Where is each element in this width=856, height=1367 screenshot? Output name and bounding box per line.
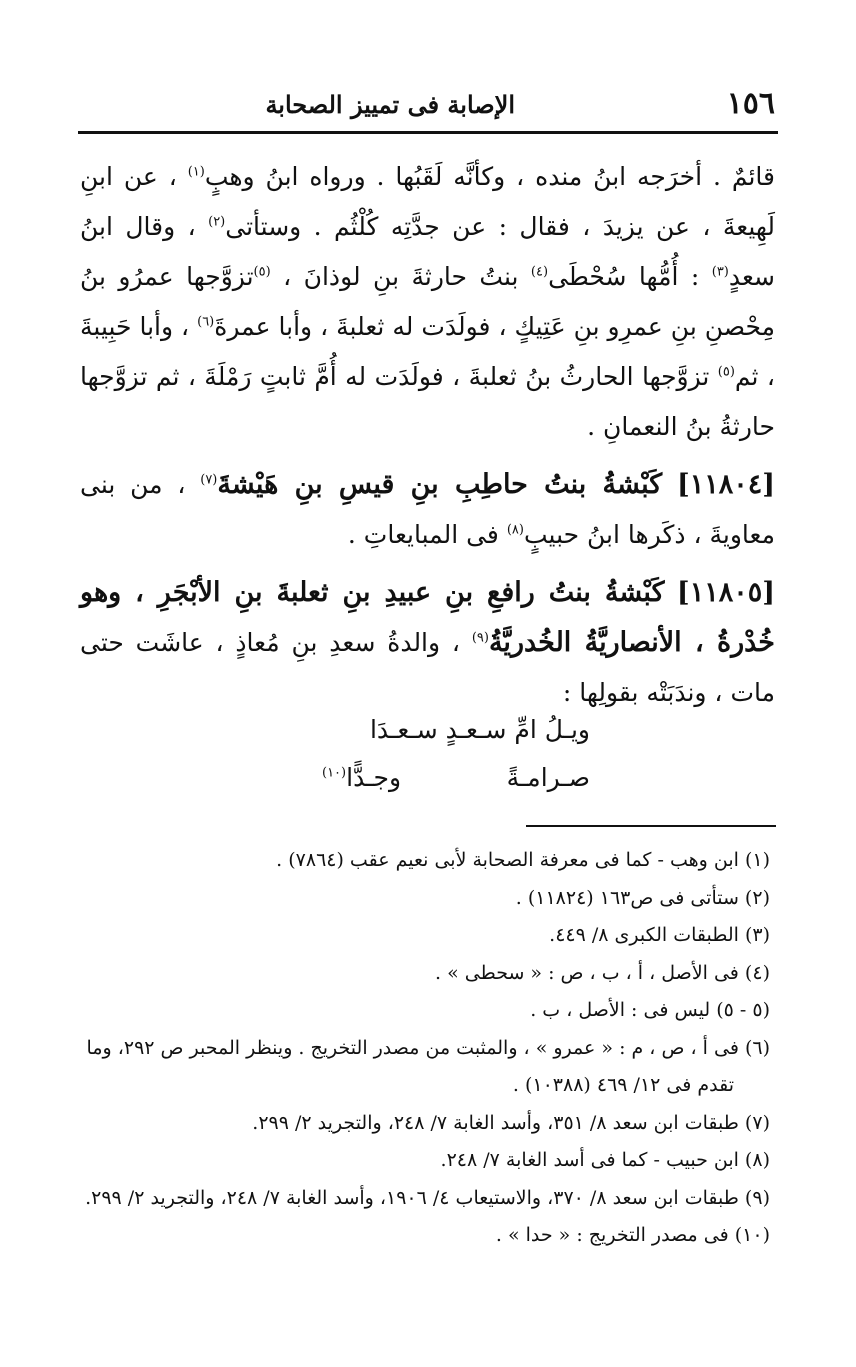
footnote: (١٠) فى مصدر التخريج : « حدا » . — [495, 1224, 770, 1246]
text-run: بنتُ حارثةَ بنِ لوذانَ ، — [270, 262, 531, 291]
poem-line-2 — [270, 763, 590, 811]
text-run: ، عن ابنِ لَهِيعةَ ، عن يزيدَ ، فقال : عن جدَّتِه كُلْثُم . وستأتى — [80, 162, 776, 241]
footnote-marker: (٦) — [197, 314, 215, 330]
poem-hemistich: صـرامـةً — [506, 763, 590, 792]
footnote: (٥ - ٥) ليس فى : الأصل ، ب . — [530, 999, 770, 1021]
page-header — [80, 84, 775, 128]
text-run: تزوَّجها الحارثُ بنُ ثعلبةَ ، فولَدَت له أُمَّ ثابتٍ رَمْلَةَ ، ثم تزوَّجها حارثةُ بنُ النعمانِ . — [80, 362, 775, 441]
text-run: ، وأبا حَبِيبةَ ، ثم — [80, 312, 775, 391]
footnote-continuation: تقدم فى ١٢/ ٤٦٩ (١٠٣٨٨) . — [512, 1074, 734, 1096]
entry-name: كَبْشةُ بنتُ حاطِبِ بنِ قيسِ بنِ هَيْشةَ — [217, 469, 663, 500]
entry-name: كَبْشةُ بنتُ رافعِ بنِ عبيدِ بنِ ثعلبةَ بنِ الأبْجَرِ ، وهو خُدْرةُ ، الأنصاريَّةُ الخُدريَّةُ — [80, 577, 775, 658]
footnote-separator — [526, 825, 776, 827]
footnote: (٨) ابن حبيب - كما فى أسد الغابة ٧/ ٢٤٨. — [440, 1149, 770, 1171]
poem-hemistich: ويـلُ امِّ سـعـدٍ سـعـدَا — [369, 715, 590, 744]
footnote: (٦) فى أ ، ص ، م : « عمرو » ، والمثبت من مصدر التخريج . وينظر المحبر ص ٢٩٢، وما — [86, 1036, 770, 1059]
entry-number: [١١٨٠٤] — [676, 469, 776, 500]
entry-number: [١١٨٠٥] — [676, 577, 775, 608]
footnote-marker: (٥) — [253, 264, 271, 280]
footnote: (٢) ستأتى فى ص١٦٣ (١١٨٢٤) . — [515, 886, 770, 909]
footnote: (٤) فى الأصل ، أ ، ب ، ص : « سحطى » . — [435, 961, 770, 984]
footnote-marker: (٥) — [717, 364, 735, 380]
footnote-marker: (٢) — [208, 214, 226, 230]
footnote-marker: (١٠) — [322, 765, 347, 781]
footnote: (٧) طبقات ابن سعد ٨/ ٣٥١، وأسد الغابة ٧/ ٢٤٨، والتجريد ٢/ ٢٩٩. — [252, 1111, 770, 1134]
header-rule — [78, 131, 778, 134]
footnote-marker: (٨) — [506, 522, 524, 538]
main-text — [80, 152, 775, 718]
entry-11804 — [80, 460, 775, 560]
poem-verse — [270, 715, 590, 811]
text-run: ، وقال ابنُ سعدٍ — [80, 212, 776, 291]
running-title: الإصابة فى تمييز الصحابة — [265, 90, 515, 119]
entry-11805 — [80, 568, 775, 718]
footnote-marker: (٣) — [711, 264, 729, 280]
footnotes — [80, 842, 770, 1255]
footnote-marker: (١) — [187, 164, 205, 180]
footnote: (١) ابن وهب - كما فى معرفة الصحابة لأبى نعيم عقب (٧٨٦٤) . — [276, 849, 770, 871]
poem-line-1 — [270, 715, 590, 763]
text-run: قائمٌ . أخرَجه ابنُ منده ، وكأنَّه لَقَبُها . ورواه ابنُ وهبٍ — [204, 162, 775, 191]
poem-hemistich — [322, 763, 401, 792]
footnote-marker: (٧) — [200, 472, 218, 488]
text-run: ، والدةُ سعدِ بنِ مُعاذٍ ، عاشَت حتى مات ، وندَبَتْه بقولِها : — [80, 628, 775, 707]
footnote: (٣) الطبقات الكبرى ٨/ ٤٤٩. — [549, 924, 770, 946]
text-run: فى المبايعاتِ . — [347, 520, 507, 549]
text-run: : أُمُّها سُحْطَى — [548, 262, 712, 291]
text-run: ، من بنى معاويةَ ، ذكَرها ابنُ حبيبٍ — [80, 470, 775, 549]
footnote: (٩) طبقات ابن سعد ٨/ ٣٧٠، والاستيعاب ٤/ ١٩٠٦، وأسد الغابة ٧/ ٢٤٨، والتجريد ٢/ ٢٩٩. — [85, 1186, 770, 1209]
footnote-marker: (٤) — [530, 264, 549, 280]
text-run: تزوَّجها عمرُو بنُ مِحْصنِ بنِ عمرِو بنِ عَتِيكٍ ، فولَدَت له ثعلبةَ ، وأبا عمرةَ — [80, 262, 775, 341]
paragraph-intro — [80, 152, 775, 452]
page-number: ١٥٦ — [726, 86, 775, 121]
poem-word: وجـدًّا — [346, 763, 402, 792]
footnote-marker: (٩) — [471, 630, 489, 646]
